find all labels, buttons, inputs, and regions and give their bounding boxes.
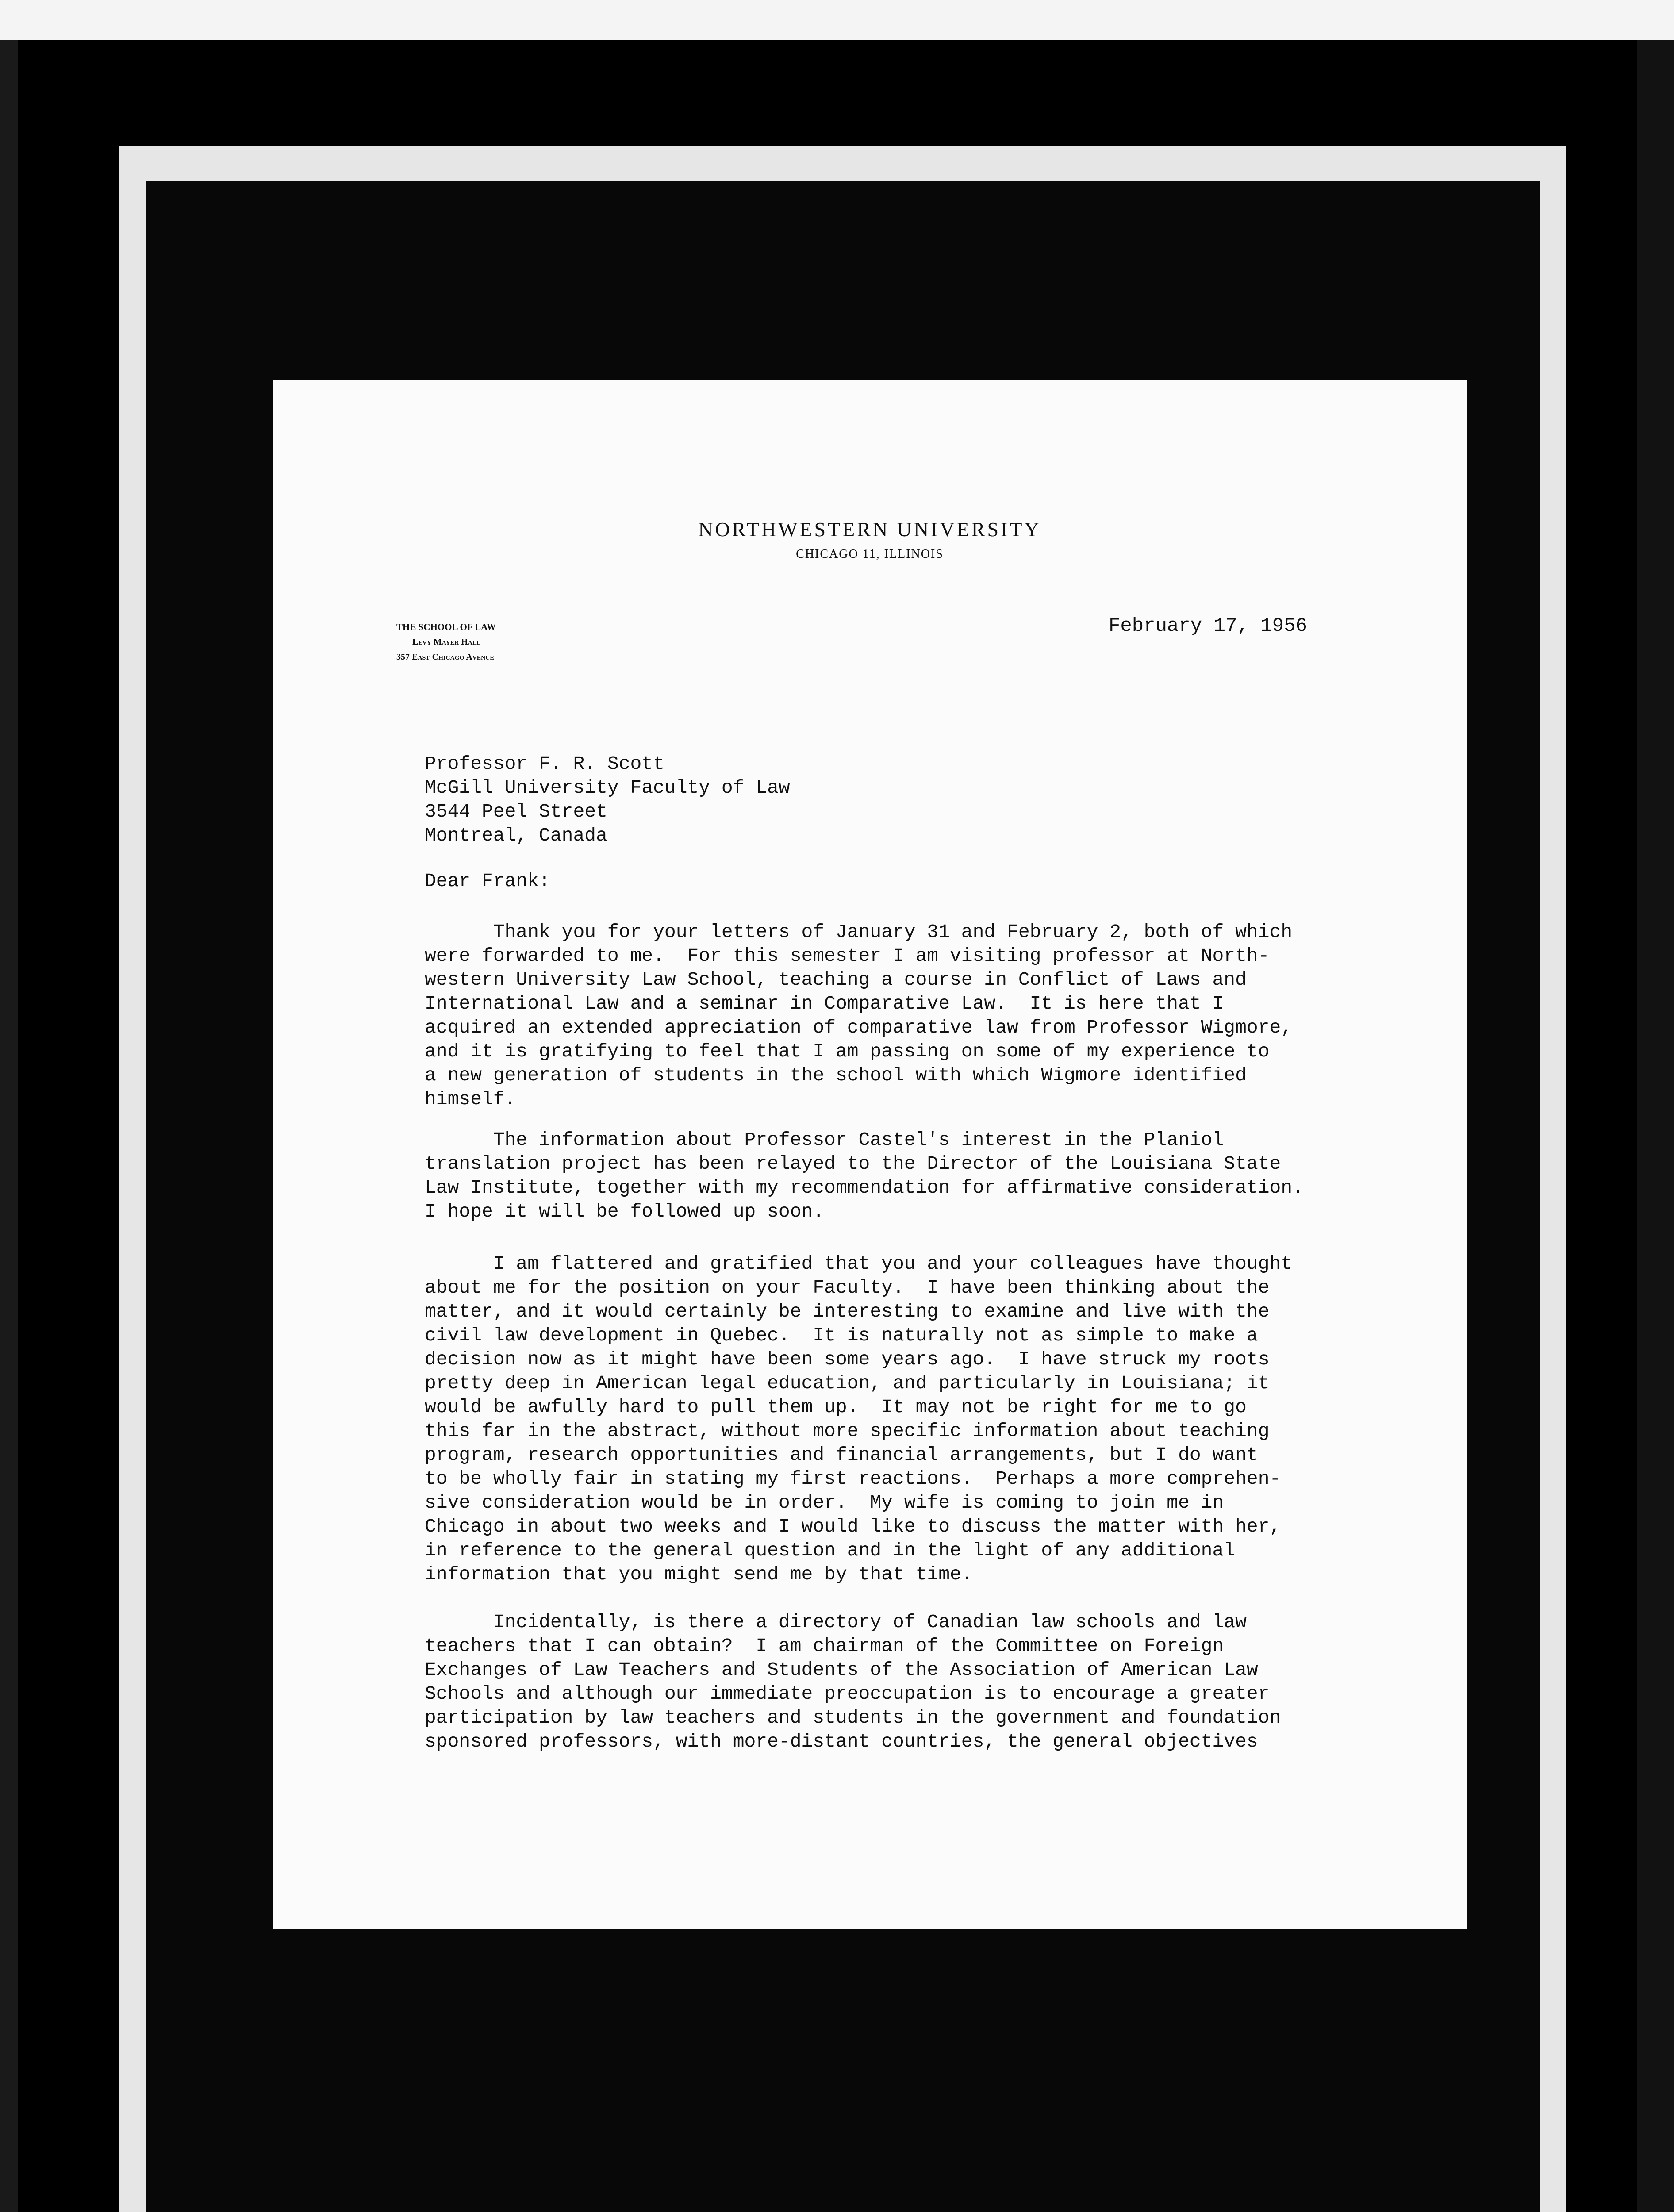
paragraph-4: Incidentally, is there a directory of Canadian law schools and law teachers that I can obtain? I am chairman of the Committee on Foreign Exchanges of Law Teachers and Students of the Association of American Law Schools and although our immediate preoccupation is to encourage a greater participation by law teachers and students in the government and foundation sponsored professors, with more-distant countries, the general objectives	[425, 1611, 1281, 1752]
recipient-line-2: McGill University Faculty of Law	[425, 777, 790, 799]
letterhead	[273, 518, 1467, 561]
recipient-line-3: 3544 Peel Street	[425, 801, 607, 822]
letter-date: February 17, 1956	[1109, 615, 1307, 637]
letter-page	[273, 380, 1467, 1929]
recipient-line-4: Montreal, Canada	[425, 825, 607, 846]
film-edge-right	[1637, 40, 1674, 2212]
film-edge-left	[0, 40, 18, 2212]
film-edge-top	[0, 0, 1674, 40]
letterhead-institution: NORTHWESTERN UNIVERSITY	[698, 518, 1041, 541]
recipient-address	[425, 752, 790, 848]
paragraph-3: I am flattered and gratified that you and your colleagues have thought about me for the position on your Faculty. I have been thinking about the matter, and it would certainly be interesting to examine and live with the civil law development in Quebec. It is naturally not as simple to make a decision now as it might have been some years ago. I have struck my roots pretty deep in American legal education, and particularly in Louisiana; it would be awfully hard to pull them up. It may not be right for me to go this far in the abstract, without more specific information about teaching program, research opportunities and financial arrangements, but I do want to be wholly fair in stating my first reactions. Perhaps a more comprehen- sive consideration would be in order. My wife is coming to join me in Chicago in about two weeks and I would like to discuss the matter with her, in reference to the general question and in the light of any additional information that you might send me by that time.	[425, 1253, 1293, 1585]
paragraph-1: Thank you for your letters of January 31 and February 2, both of which were forwarded to me. For this semester I am visiting professor at North- western University Law School, teaching a course in Conflict of Laws and International Law and a seminar in Comparative Law. It is here that I acquired an extended appreciation of comparative law from Professor Wigmore, and it is gratifying to feel that I am passing on some of my experience to a new generation of students in the school with which Wigmore identified himself.	[425, 921, 1293, 1110]
salutation: Dear Frank:	[425, 870, 550, 892]
recipient-line-1: Professor F. R. Scott	[425, 753, 664, 775]
department-hall: Levy Mayer Hall	[412, 637, 481, 647]
department-block	[396, 619, 496, 664]
department-street: 357 East Chicago Avenue	[396, 652, 494, 662]
department-name: THE SCHOOL OF LAW	[396, 622, 496, 632]
paragraph-2: The information about Professor Castel's interest in the Planiol translation project has been relayed to the Director of the Louisiana State Law Institute, together with my recommendation for affirmative consideration. I hope it will be followed up soon.	[425, 1129, 1304, 1222]
letterhead-city: CHICAGO 11, ILLINOIS	[796, 547, 944, 561]
